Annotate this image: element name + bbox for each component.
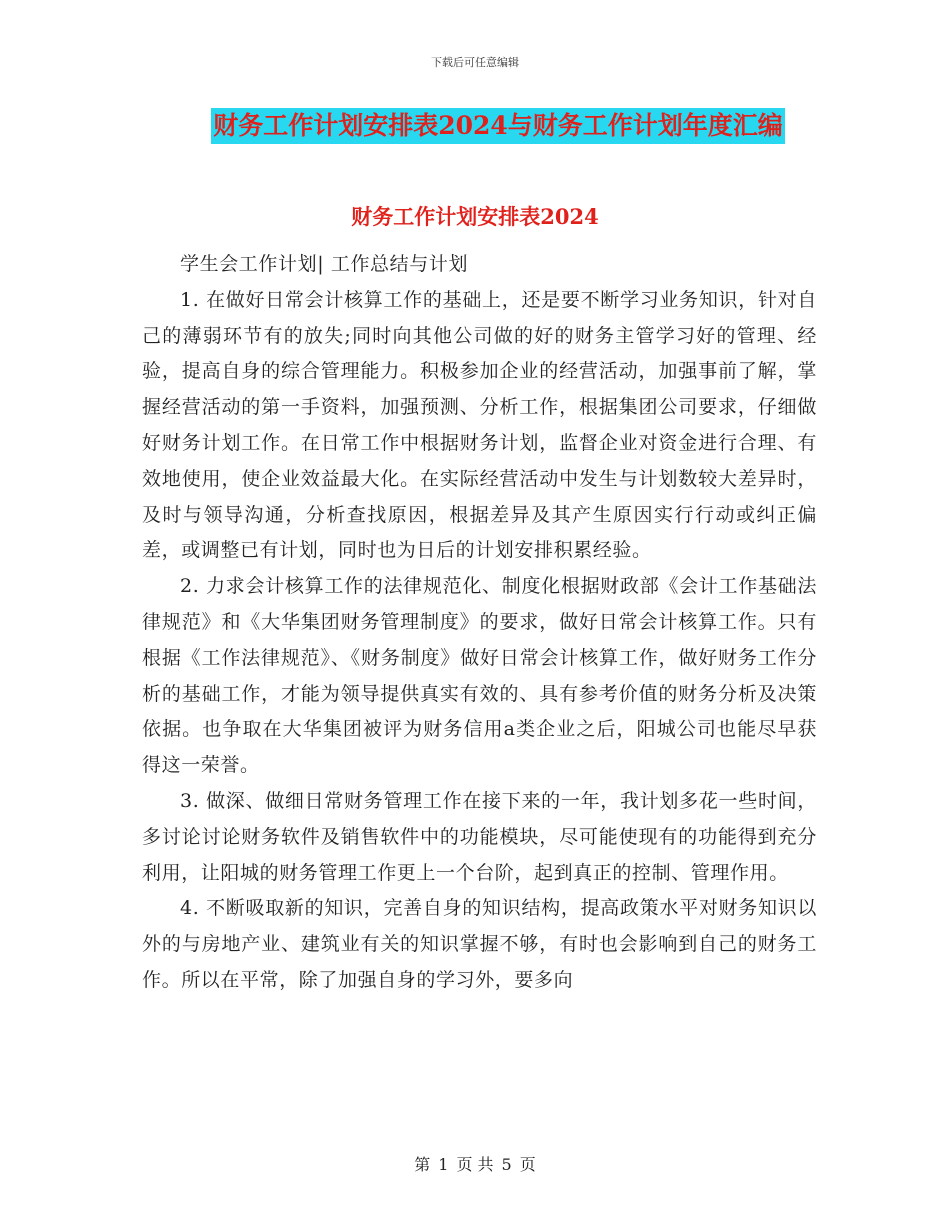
page-total: 5 [501, 1155, 512, 1174]
page-current: 1 [438, 1155, 449, 1174]
page-label-mid: 页 共 [456, 1155, 494, 1174]
paragraph-intro: 学生会工作计划| 工作总结与计划 [180, 253, 469, 275]
page-label-prefix: 第 [414, 1155, 431, 1174]
paragraph-1: 1. 在做好日常会计核算工作的基础上，还是要不断学习业务知识，针对自己的薄弱环节有的放失;同时向其他公司做的好的财务主管学习好的管理、经验，提高自身的综合管理能力。积极参加企业的经营活动，加强事前了解，掌握经营活动的第一手资料，加强预测、分析工作，根据集团公司要求，仔细做好财务计划工作。在日常工作中根据财务计划，监督企业对资金进行合理、有效地使用，使企业效益最大化。在实际经营活动中发生与计划数较大差异时，及时与领导沟通，分析查找原因，根据差异及其产生原因实行行动或纠正偏差，或调整已有计划，同时也为日后的计划安排积累经验。 [142, 288, 817, 562]
paragraph-2: 2. 力求会计核算工作的法律规范化、制度化根据财政部《会计工作基础法律规范》和《大华集团财务管理制度》的要求，做好日常会计核算工作。只有根据《工作法律规范》、《财务制度》做好日常会计核算工作，做好财务工作分析的基础工作，才能为领导提供真实有效的、具有参考价值的财务分析及决策依据。也争取在大华集团被评为财务信用a类企业之后，阳城公司也能尽早获得这一荣誉。 [142, 575, 817, 777]
section-title: 财务工作计划安排表2024 [351, 204, 599, 229]
paragraph-3: 3. 做深、做细日常财务管理工作在接下来的一年，我计划多花一些时间，多讨论讨论财务软件及销售软件中的功能模块，尽可能使现有的功能得到充分利用，让阳城的财务管理工作更上一个台阶，起到真正的控制、管理作用。 [142, 789, 817, 884]
header-note: 下载后可任意编辑 [431, 56, 519, 69]
page-label-suffix: 页 [519, 1155, 536, 1174]
paragraph-4: 4. 不断吸取新的知识，完善自身的知识结构，提高政策水平对财务知识以外的与房地产业、建筑业有关的知识掌握不够，有时也会影响到自己的财务工作。所以在平常，除了加强自身的学习外，要多向 [142, 897, 817, 991]
page-footer [0, 1152, 950, 1175]
main-title: 财务工作计划安排表2024与财务工作计划年度汇编 [211, 108, 785, 144]
main-title-container [0, 108, 950, 144]
document-body [142, 247, 817, 999]
